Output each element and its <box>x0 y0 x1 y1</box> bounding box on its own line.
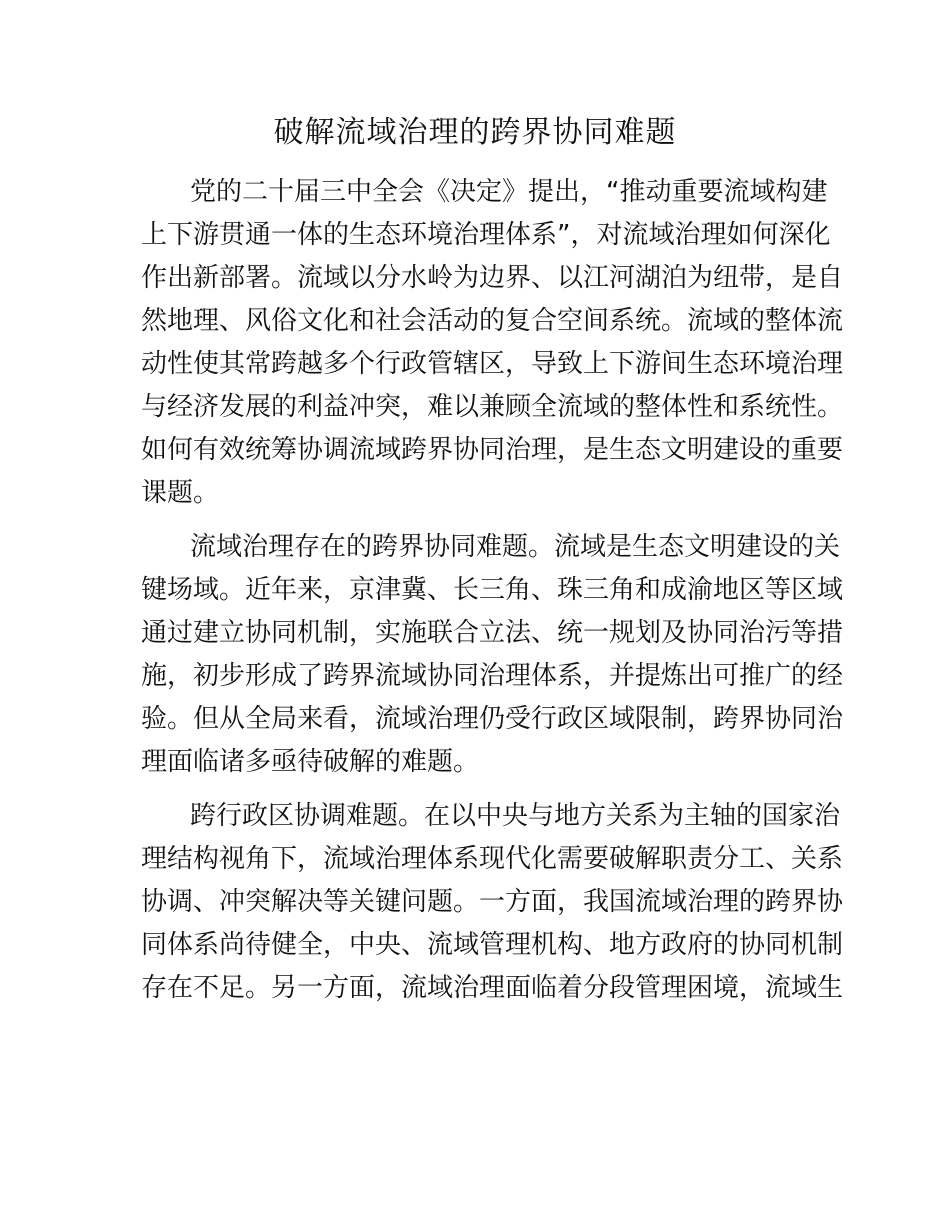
text-line: 上下游贯通一体的生态环境治理体系”，对流域治理如何深化 <box>141 220 831 250</box>
text-line: 党的二十届三中全会《决定》提出，“推动重要流域构建 <box>190 177 828 207</box>
text-line: 如何有效统筹协调流域跨界协同治理，是生态文明建设的重要 <box>141 435 844 465</box>
text-line: 流域治理存在的跨界协同难题。流域是生态文明建设的关 <box>190 532 841 562</box>
text-line: 然地理、风俗文化和社会活动的复合空间系统。流域的整体流 <box>141 306 844 336</box>
text-line: 作出新部署。流域以分水岭为边界、以江河湖泊为纽带，是自 <box>141 263 844 293</box>
text-line: 理结构视角下，流域治理体系现代化需要破解职责分工、关系 <box>141 844 844 874</box>
text-line: 与经济发展的利益冲突，难以兼顾全流域的整体性和系统性。 <box>141 392 844 422</box>
paragraph-cross-admin <box>141 795 844 1010</box>
text-line: 键场域。近年来，京津冀、长三角、珠三角和成渝地区等区域 <box>141 575 844 605</box>
text-line: 跨行政区协调难题。在以中央与地方关系为主轴的国家治 <box>190 801 841 831</box>
text-line: 验。但从全局来看，流域治理仍受行政区域限制，跨界协同治 <box>141 704 844 734</box>
document-title: 破解流域治理的跨界协同难题 <box>273 115 677 150</box>
text-line: 存在不足。另一方面，流域治理面临着分段管理困境，流域生 <box>141 973 844 1003</box>
paragraph-problems <box>141 526 844 784</box>
text-line: 通过建立协同机制，实施联合立法、统一规划及协同治污等措 <box>141 618 844 648</box>
text-line: 课题。 <box>141 478 220 508</box>
document-body <box>141 171 844 1021</box>
text-line: 理面临诸多亟待破解的难题。 <box>141 747 480 777</box>
text-line: 施，初步形成了跨界流域协同治理体系，并提炼出可推广的经 <box>141 661 844 691</box>
text-line: 协调、冲突解决等关键问题。一方面，我国流域治理的跨界协 <box>141 887 844 917</box>
text-line: 动性使其常跨越多个行政管辖区，导致上下游间生态环境治理 <box>141 349 844 379</box>
text-line: 同体系尚待健全，中央、流域管理机构、地方政府的协同机制 <box>141 930 844 960</box>
paragraph-intro <box>141 171 844 515</box>
